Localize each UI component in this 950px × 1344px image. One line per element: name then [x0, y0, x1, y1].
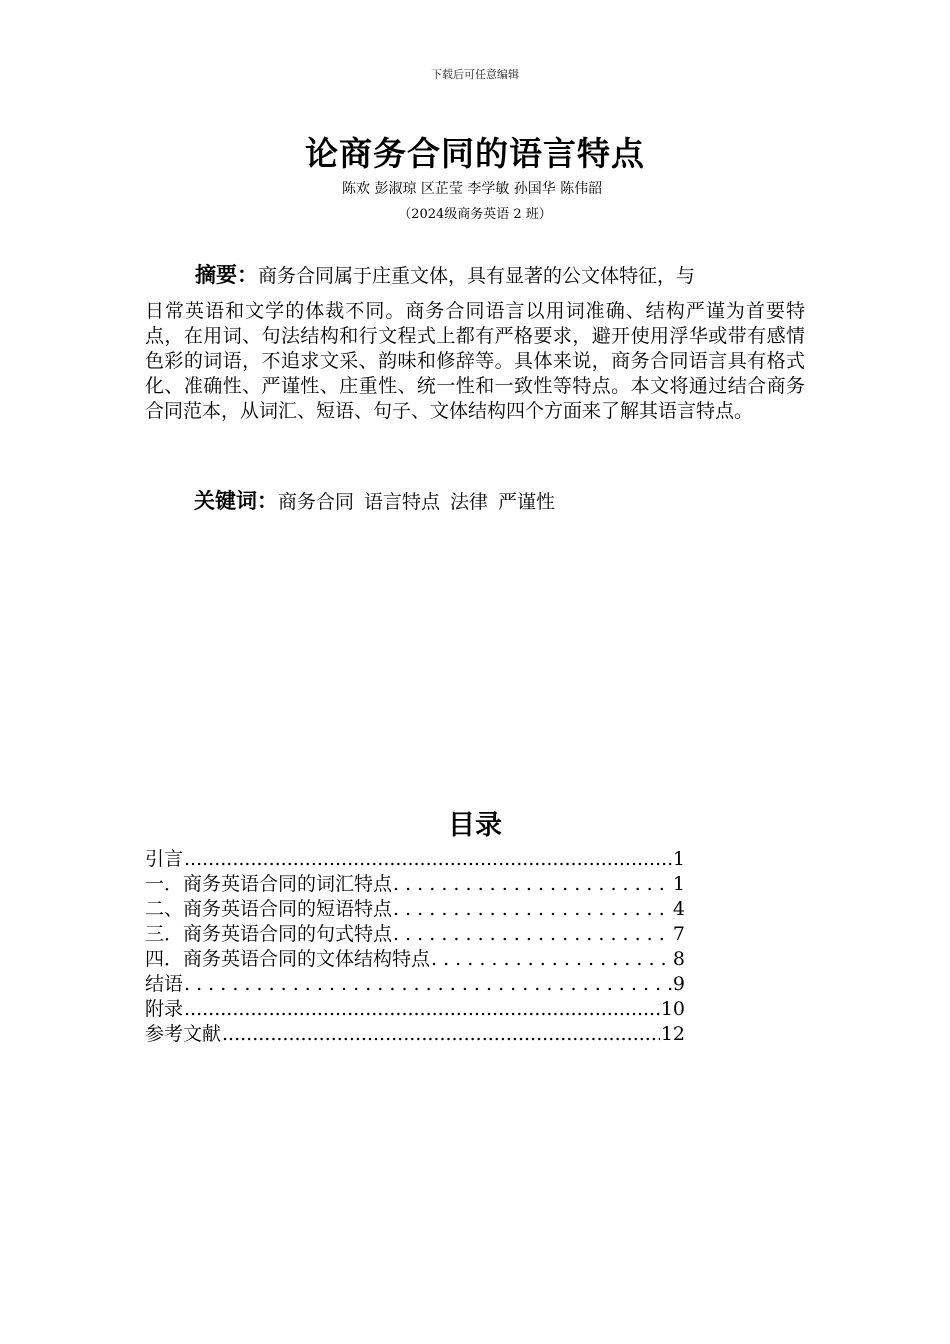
class-info: （2024级商务英语 2 班）: [398, 207, 552, 222]
toc-entry-page: 12: [660, 1023, 685, 1045]
abstract-first-line: [145, 262, 805, 289]
toc-entry-page: 9: [672, 973, 685, 995]
abstract: [145, 262, 805, 424]
toc-entry[interactable]: [145, 922, 685, 947]
toc-entry-page: 7: [672, 923, 685, 945]
toc-entry-text: 参考文献: [145, 1023, 222, 1045]
toc-entry[interactable]: [145, 1022, 685, 1047]
toc-entry[interactable]: [145, 897, 685, 922]
toc-leader: [184, 997, 660, 1022]
toc-leader: [184, 972, 672, 997]
toc-leader: [393, 897, 672, 922]
toc-leader: [393, 922, 672, 947]
toc-entry-page: 1: [672, 848, 685, 870]
toc-entry-text: 结语: [145, 973, 184, 995]
header-note: 下载后可任意编辑: [431, 68, 519, 81]
toc-entry-text: 引言: [145, 848, 184, 870]
abstract-body: 日常英语和文学的体裁不同。商务合同语言以用词准确、结构严谨为首要特点，在用词、句法结构和行文程式上都有严格要求，避开使用浮华或带有感情色彩的词语，不追求文采、韵味和修辞等。具体来说，商务合同语言具有格式化、准确性、严谨性、庄重性、统一性和一致性等特点。本文将通过结合商务合同范本，从词汇、短语、句子、文体结构四个方面来了解其语言特点。: [145, 300, 805, 422]
toc-entry-text: 三．商务英语合同的句式特点: [145, 923, 393, 945]
keyword-item: 严谨性: [498, 491, 556, 513]
toc-leader: [222, 1022, 660, 1047]
toc-leader: [184, 847, 672, 872]
keyword-item: 法律: [450, 491, 489, 513]
toc-entry-text: 二、商务英语合同的短语特点: [145, 898, 393, 920]
toc-entry[interactable]: [145, 872, 685, 897]
toc-entry-text: 四．商务英语合同的文体结构特点: [145, 948, 431, 970]
toc-entry-page: 4: [672, 898, 685, 920]
table-of-contents: [145, 847, 685, 1047]
document-title: 论商务合同的语言特点: [305, 134, 645, 173]
toc-entry[interactable]: [145, 997, 685, 1022]
keywords-label: 关键词：: [194, 488, 278, 513]
keywords: [194, 485, 565, 515]
toc-entry[interactable]: [145, 847, 685, 872]
toc-entry-page: 8: [672, 948, 685, 970]
toc-entry-text: 一．商务英语合同的词汇特点: [145, 873, 393, 895]
toc-entry[interactable]: [145, 972, 685, 997]
authors: 陈欢 彭淑琼 区芷莹 李学敏 孙国华 陈伟韶: [342, 181, 603, 197]
toc-leader: [431, 947, 672, 972]
toc-title: 目录: [448, 810, 502, 841]
keyword-item: 商务合同: [278, 491, 355, 513]
toc-leader: [393, 872, 672, 897]
toc-entry-text: 附录: [145, 998, 184, 1020]
toc-entry-page: 10: [660, 998, 685, 1020]
abstract-label: 摘要：: [195, 262, 258, 287]
toc-entry-page: 1: [672, 873, 685, 895]
keyword-item: 语言特点: [364, 491, 441, 513]
toc-entry[interactable]: [145, 947, 685, 972]
abstract-first-text: 商务合同属于庄重文体，具有显著的公文体特征，与: [258, 265, 696, 287]
